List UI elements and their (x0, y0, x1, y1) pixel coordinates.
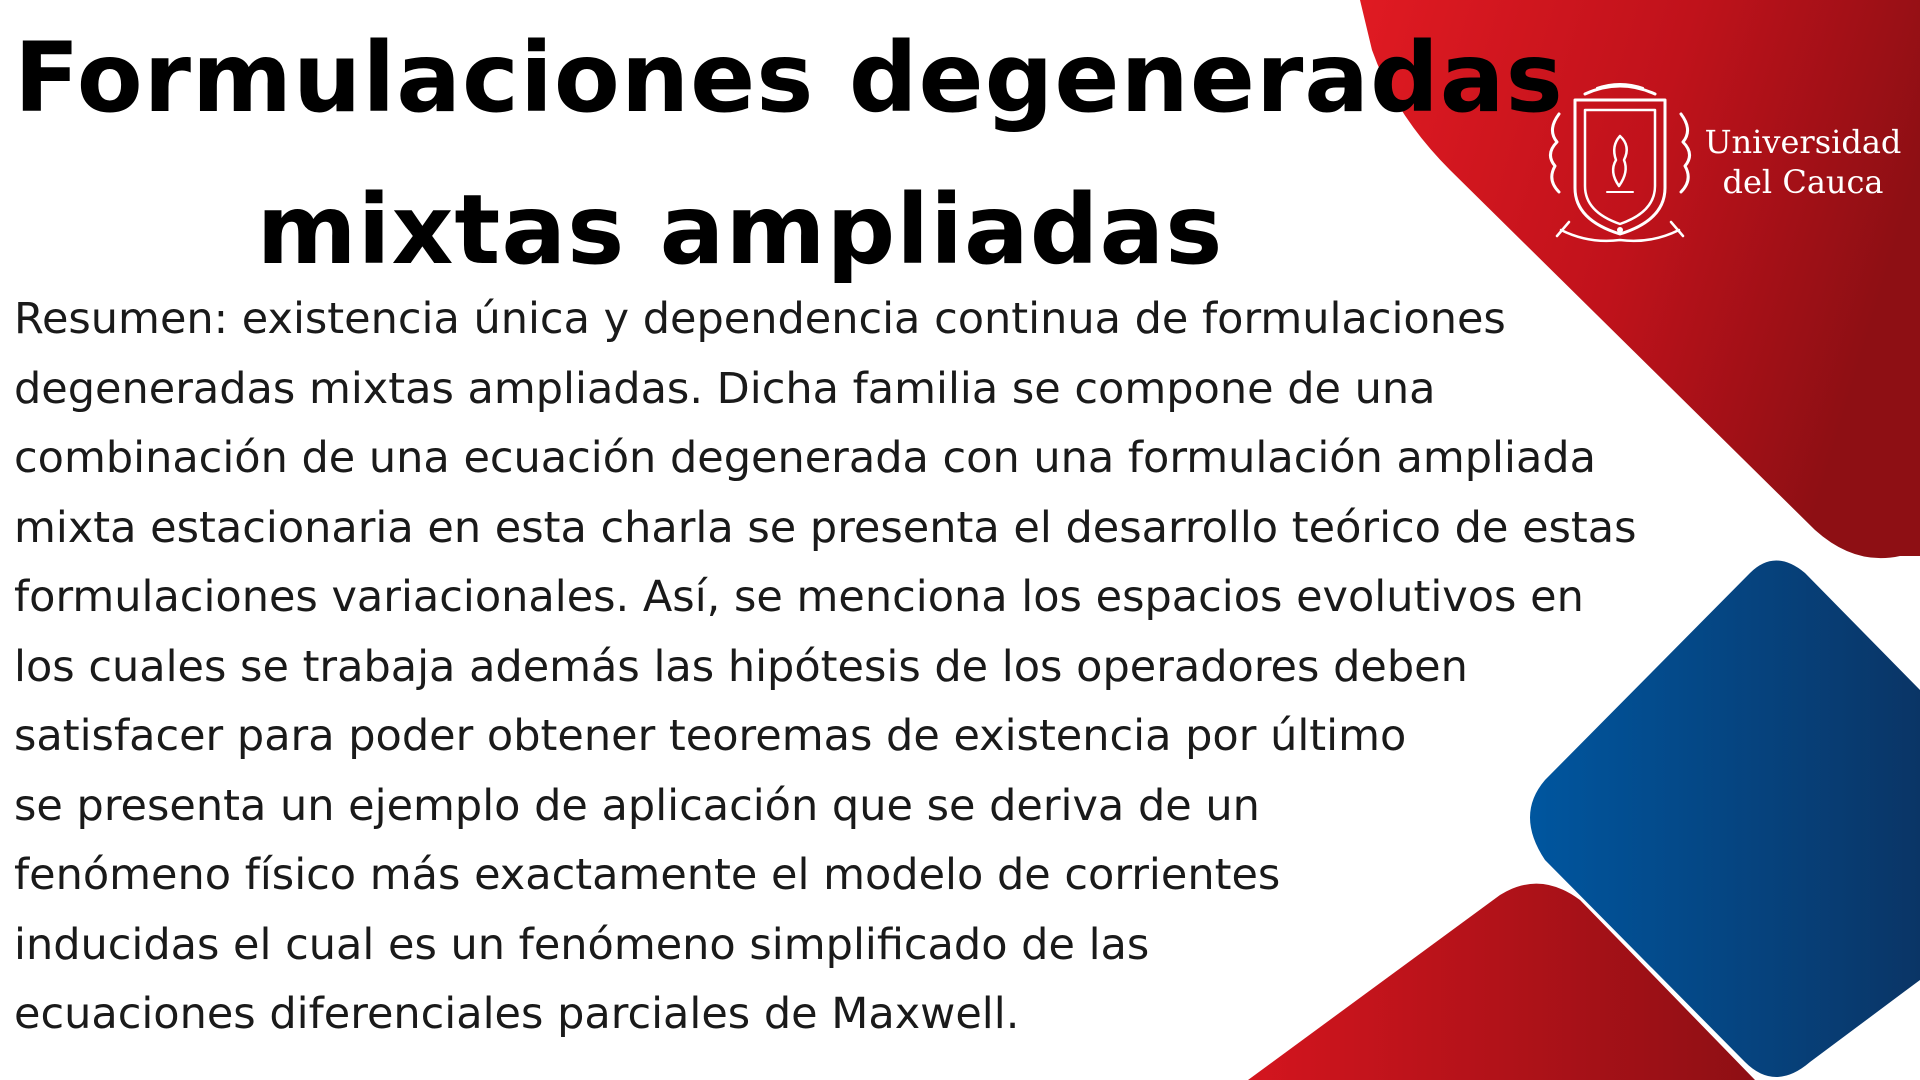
abstract-line-1: Resumen: existencia única y dependencia continua de formulaciones (14, 294, 1506, 344)
abstract-text (14, 285, 1774, 1050)
university-name-line-2: del Cauca (1722, 163, 1884, 201)
abstract-line-5: formulaciones variacionales. Así, se menciona los espacios evolutivos en (14, 572, 1584, 622)
slide-title (0, 2, 1564, 306)
slide-title-line-1: Formulaciones degeneradas (14, 22, 1564, 134)
abstract-line-3: combinación de una ecuación degenerada con una formulación ampliada (14, 433, 1596, 483)
abstract-line-10: inducidas el cual es un fenómeno simplificado de las (14, 919, 1150, 970)
university-logo (1545, 80, 1900, 250)
abstract-line-9: fenómeno físico más exactamente el modelo de corrientes (14, 850, 1281, 900)
abstract-line-11: ecuaciones diferenciales parciales de Maxwell. (14, 989, 1020, 1039)
abstract-line-7: satisfacer para poder obtener teoremas de existencia por último (14, 711, 1407, 761)
abstract-line-2: degeneradas mixtas ampliadas. Dicha familia se compone de una (14, 363, 1436, 414)
slide-title-line-2: mixtas ampliadas (256, 174, 1224, 286)
university-crest-icon (1545, 80, 1695, 250)
abstract-line-4: mixta estacionaria en esta charla se presenta el desarrollo teórico de estas (14, 502, 1637, 553)
abstract-line-8: se presenta un ejemplo de aplicación que se deriva de un (14, 780, 1260, 831)
abstract-line-6: los cuales se trabaja además las hipótesis de los operadores deben (14, 641, 1468, 692)
university-name-line-1: Universidad (1704, 123, 1902, 161)
university-name (1703, 122, 1903, 202)
